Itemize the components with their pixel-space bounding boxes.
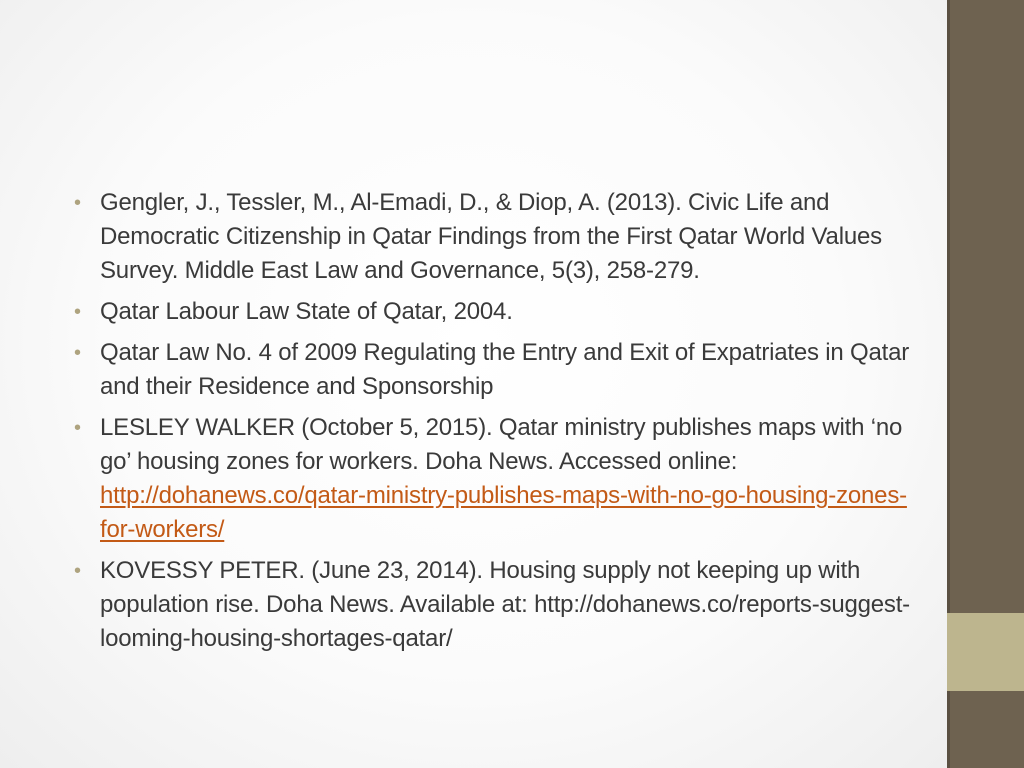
reference-item: [72, 295, 912, 329]
reference-text: LESLEY WALKER (October 5, 2015). Qatar ministry publishes maps with ‘no go’ housing zones for workers. Doha News. Accessed online:: [100, 414, 903, 475]
reference-item: [72, 554, 912, 656]
reference-item: [72, 186, 912, 288]
reference-link[interactable]: http://dohanews.co/qatar-ministry-publishes-maps-with-no-go-housing-zones-for-workers/: [100, 482, 907, 543]
sidebar-accent-block: [947, 613, 1024, 691]
slide-content: [72, 186, 912, 663]
bullet-icon: •: [74, 301, 81, 323]
bullet-icon: •: [74, 342, 81, 364]
reference-list: [72, 186, 912, 656]
reference-text: Qatar Law No. 4 of 2009 Regulating the Entry and Exit of Expatriates in Qatar and their Residence and Sponsorship: [100, 339, 910, 400]
reference-item: [72, 411, 912, 547]
bullet-icon: •: [74, 192, 81, 214]
reference-text: Gengler, J., Tessler, M., Al-Emadi, D., & Diop, A. (2013). Civic Life and Democratic Citizenship in Qatar Findings from the First Qatar World Values Survey. Middle East Law and Governance, 5(3), 258-279.: [100, 189, 882, 284]
bullet-icon: •: [74, 560, 81, 582]
reference-text: Qatar Labour Law State of Qatar, 2004.: [100, 298, 513, 325]
bullet-icon: •: [74, 417, 81, 439]
reference-item: [72, 336, 912, 404]
reference-text: KOVESSY PETER. (June 23, 2014). Housing supply not keeping up with population rise. Doha News. Available at: http://dohanews.co/reports-suggest-looming-housing-shortages-qatar/: [100, 557, 910, 652]
